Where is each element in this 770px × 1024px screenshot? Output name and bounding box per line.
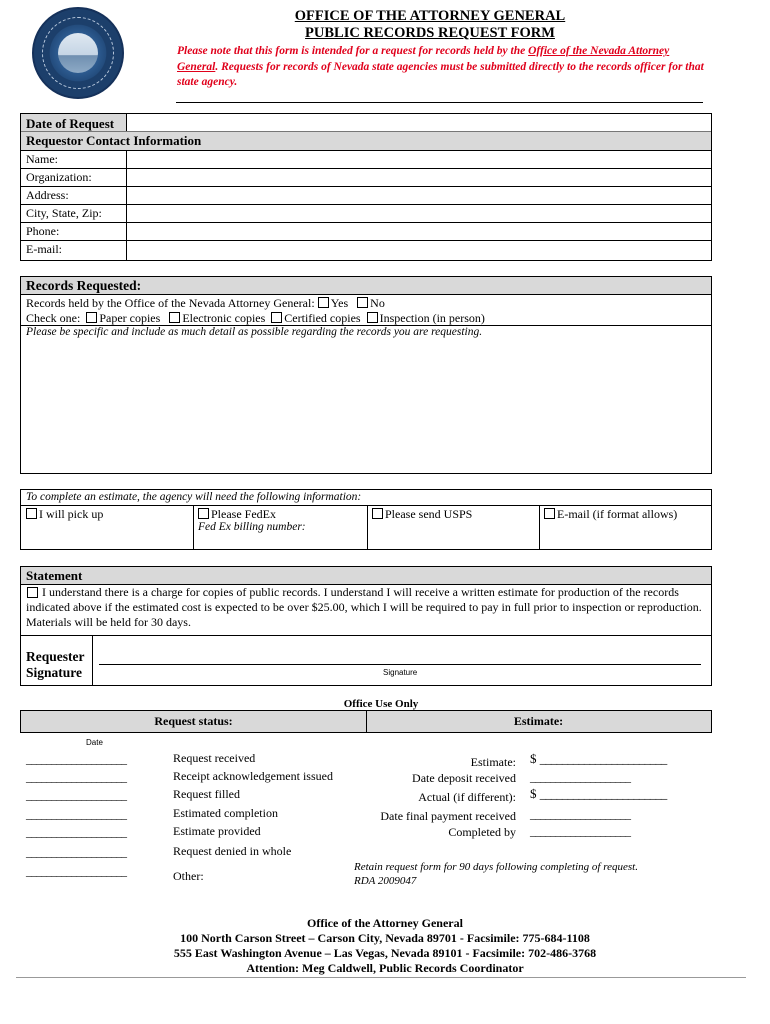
status-receipt-acknowledged: Receipt acknowledgement issued: [173, 769, 333, 783]
records-section-title: Records Requested:: [26, 278, 142, 293]
certified-copies-checkbox[interactable]: [271, 312, 282, 323]
pickup-option: [26, 507, 103, 522]
footer-vegas-address: 555 East Washington Avenue – Las Vegas, Nevada 89101 - Facsimile: 702-486-3768: [173, 946, 597, 960]
form-title-line1: OFFICE OF THE ATTORNEY GENERAL: [294, 8, 566, 24]
usps-label: Please send USPS: [385, 507, 473, 521]
usps-checkbox[interactable]: [372, 508, 383, 519]
pickup-checkbox[interactable]: [26, 508, 37, 519]
footer-divider: [16, 977, 746, 978]
electronic-copies-label: Electronic copies: [182, 311, 266, 325]
status-request-denied: Request denied in whole: [173, 844, 292, 858]
fedex-option: [198, 507, 276, 522]
notice-text: Please note that this form is intended for a request for records held by the Office of the Nevada Attorney General. Requests for records of Nevada state agencies must be submitted directly to the records officer for that state agency.: [177, 45, 704, 88]
paper-copies-label: Paper copies: [99, 311, 161, 325]
electronic-copies-checkbox[interactable]: [169, 312, 180, 323]
request-status-heading: Request status:: [154, 714, 233, 728]
phone-field[interactable]: [127, 223, 711, 240]
contact-section: [20, 113, 712, 261]
form-title-line2: PUBLIC RECORDS REQUEST FORM: [305, 25, 555, 41]
email-format-label: E-mail (if format allows): [557, 507, 678, 521]
inspection-label: Inspection (in person): [379, 311, 485, 325]
status-date-blank[interactable]: ____________________: [26, 825, 126, 839]
address-field[interactable]: [127, 187, 711, 204]
yes-label: Yes: [330, 296, 349, 310]
retention-note: Retain request form for 90 days following completing of request. RDA 2009047: [354, 861, 638, 887]
email-option: [544, 507, 677, 522]
fedex-checkbox[interactable]: [198, 508, 209, 519]
completed-by-label: Completed by: [448, 825, 516, 839]
pickup-label: I will pick up: [39, 507, 104, 521]
estimate-heading: Estimate:: [513, 714, 564, 728]
date-final-payment-field[interactable]: ____________________: [530, 807, 630, 821]
address-label: Address:: [26, 188, 69, 202]
city-state-zip-field[interactable]: [127, 205, 711, 222]
date-final-payment-label: Date final payment received: [380, 809, 516, 823]
status-request-filled: Request filled: [173, 787, 240, 801]
footer-office: Office of the Attorney General: [307, 916, 463, 930]
name-field[interactable]: [127, 150, 711, 168]
status-request-received: Request received: [173, 751, 256, 765]
records-section: [20, 276, 712, 474]
organization-field[interactable]: [127, 169, 711, 186]
date-of-request-label: Date of Request: [26, 116, 115, 131]
organization-label: Organization:: [26, 170, 92, 184]
date-deposit-label: Date deposit received: [412, 771, 516, 785]
actual-amount-label: Actual (if different):: [418, 790, 516, 804]
status-date-blank[interactable]: ____________________: [26, 770, 126, 784]
inspection-checkbox[interactable]: [367, 312, 378, 323]
phone-label: Phone:: [26, 224, 60, 238]
records-held-label: Records held by the Office of the Nevada Attorney General:: [26, 296, 315, 310]
fedex-label: Please FedEx: [211, 507, 276, 521]
city-state-zip-label: City, State, Zip:: [26, 206, 102, 220]
records-held-row: [26, 296, 385, 311]
date-of-request-field[interactable]: [126, 114, 711, 131]
statement-text: I understand there is a charge for copies of public records. I understand I will receive a written estimate for production of the records indicated above if the estimated cost is expected to be over $25.00, which I will be required to pay in full prior to inspection or reproduction. Materials will be held for 30 days.: [26, 585, 702, 629]
fedex-billing-label: Fed Ex billing number:: [198, 521, 306, 533]
check-one-label: Check one:: [26, 311, 81, 325]
name-label: Name:: [26, 152, 58, 166]
contact-section-title: Requestor Contact Information: [26, 133, 202, 148]
delivery-section: [20, 489, 712, 550]
check-one-row: [26, 311, 485, 326]
status-estimate-provided: Estimate provided: [173, 824, 261, 838]
signature-caption: Signature: [383, 668, 418, 677]
requester-signature-label: Requester Signature: [26, 649, 85, 680]
records-instructions: Please be specific and include as much detail as possible regarding the records you are requesting.: [26, 326, 483, 338]
completed-by-field[interactable]: ____________________: [530, 824, 630, 838]
status-other: Other:: [173, 869, 204, 883]
email-label: E-mail:: [26, 242, 62, 256]
actual-amount-field[interactable]: $ _______________________: [530, 786, 667, 801]
signature-field[interactable]: [99, 639, 701, 665]
no-label: No: [370, 296, 385, 310]
yes-checkbox[interactable]: [318, 297, 329, 308]
certified-copies-label: Certified copies: [284, 311, 361, 325]
status-date-blank[interactable]: ____________________: [26, 807, 126, 821]
usps-option: [372, 507, 472, 522]
no-checkbox[interactable]: [357, 297, 368, 308]
email-format-checkbox[interactable]: [544, 508, 555, 519]
status-date-blank[interactable]: ____________________: [26, 845, 126, 859]
date-caption: Date: [86, 738, 103, 747]
header-divider: [176, 102, 703, 103]
notice-link[interactable]: Office of the Nevada Attorney General: [177, 45, 670, 73]
statement-section: [20, 566, 712, 686]
email-field[interactable]: [127, 241, 711, 260]
status-date-blank[interactable]: ____________________: [26, 864, 126, 878]
paper-copies-checkbox[interactable]: [86, 312, 97, 323]
date-deposit-field[interactable]: ____________________: [530, 770, 630, 784]
status-date-blank[interactable]: ____________________: [26, 788, 126, 802]
office-use-header: [20, 710, 712, 733]
estimate-intro: To complete an estimate, the agency will need the following information:: [26, 491, 362, 503]
estimate-amount-field[interactable]: $ _______________________: [530, 751, 667, 766]
estimate-label: Estimate:: [470, 755, 516, 769]
footer-attention: Attention: Meg Caldwell, Public Records Coordinator: [246, 961, 524, 975]
status-date-blank[interactable]: ____________________: [26, 752, 126, 766]
records-description-field[interactable]: [22, 341, 710, 471]
footer-carson-address: 100 North Carson Street – Carson City, Nevada 89701 - Facsimile: 775-684-1108: [180, 931, 590, 945]
office-use-title: Office Use Only: [343, 698, 419, 710]
status-estimated-completion: Estimated completion: [173, 806, 278, 820]
statement-title: Statement: [26, 568, 83, 583]
